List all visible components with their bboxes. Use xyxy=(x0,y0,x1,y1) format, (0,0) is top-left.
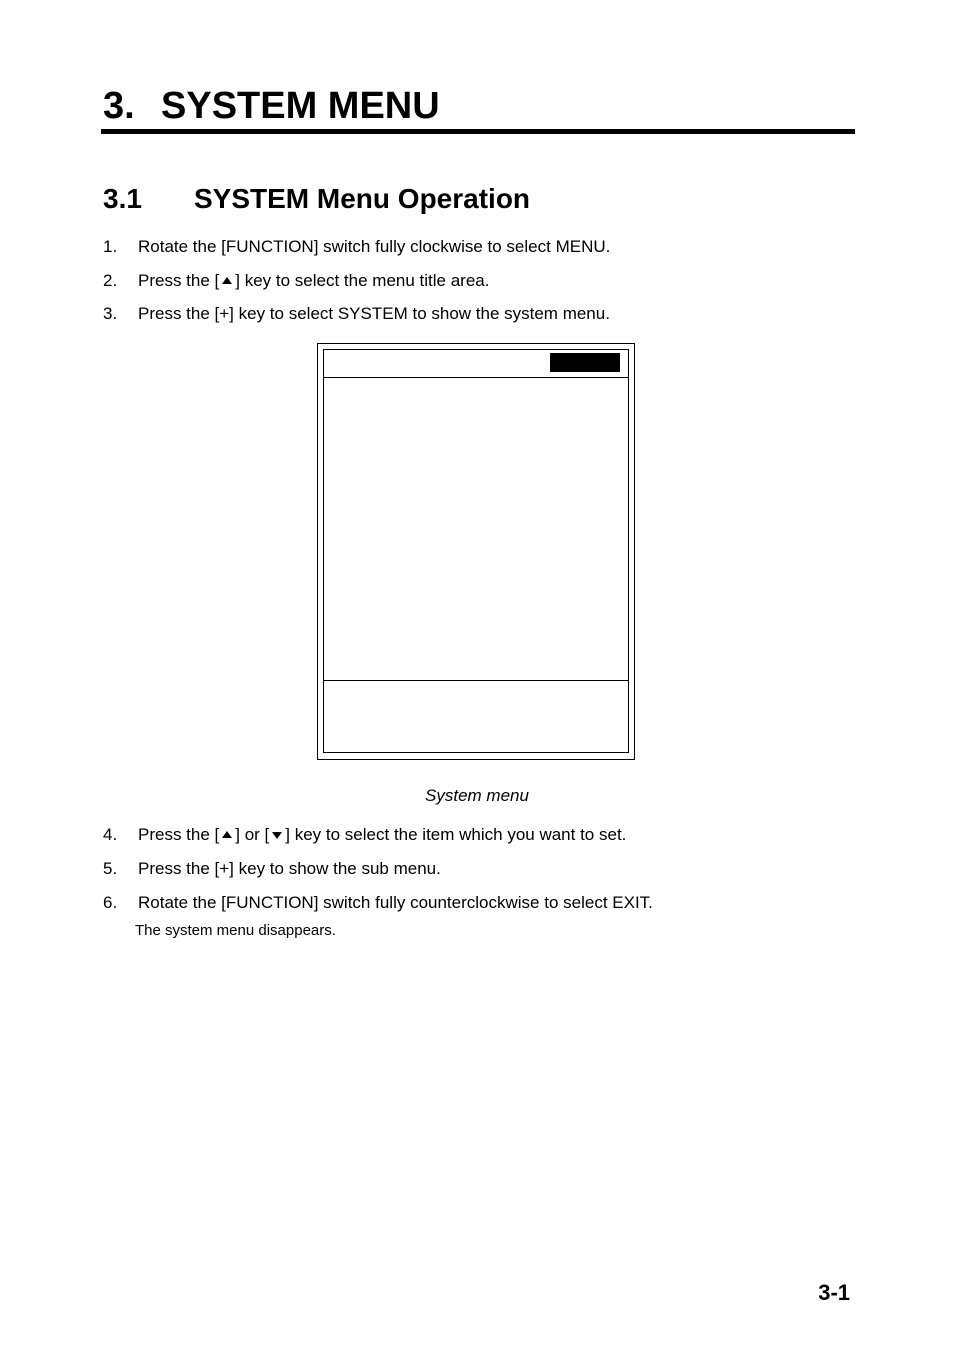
step-text xyxy=(138,270,489,292)
menu-title-area xyxy=(324,350,628,378)
menu-item-area xyxy=(324,378,628,681)
step-number: 1. xyxy=(103,237,118,256)
menu-title-highlight xyxy=(550,353,620,372)
chapter-title xyxy=(103,82,440,130)
system-menu-figure xyxy=(317,343,635,760)
step-text: Press the [+] key to select SYSTEM to show the system menu. xyxy=(138,304,610,323)
system-menu-window xyxy=(323,349,629,753)
step-number: 4. xyxy=(103,825,118,844)
page-number: 3-1 xyxy=(818,1280,850,1305)
step-note: The system menu disappears. xyxy=(135,922,336,939)
chapter-number: 3. xyxy=(103,85,135,127)
step-text-after: ] key to select the menu title area. xyxy=(235,271,490,290)
up-arrow-icon xyxy=(222,831,232,838)
step-number: 3. xyxy=(103,304,118,323)
chapter-title-text: SYSTEM MENU xyxy=(161,85,440,127)
section-number: 3.1 xyxy=(103,183,142,214)
step-text: Rotate the [FUNCTION] switch fully counterclockwise to select EXIT. xyxy=(138,893,653,912)
step-text: Press the [+] key to show the sub menu. xyxy=(138,859,441,878)
figure-caption: System menu xyxy=(425,786,529,805)
section-title xyxy=(103,181,530,217)
step-text-after: ] key to select the item which you want to set. xyxy=(285,825,627,844)
step-text-middle: ] or [ xyxy=(235,825,270,844)
step-number: 5. xyxy=(103,859,118,878)
down-arrow-icon xyxy=(272,832,282,839)
menu-guidance-area xyxy=(324,681,628,752)
step-text-before: Press the [ xyxy=(138,271,220,290)
step-text: Rotate the [FUNCTION] switch fully clockwise to select MENU. xyxy=(138,237,611,256)
step-text-before: Press the [ xyxy=(138,825,220,844)
step-number: 6. xyxy=(103,893,118,912)
step-number: 2. xyxy=(103,271,118,290)
section-title-text: SYSTEM Menu Operation xyxy=(194,183,531,214)
step-text xyxy=(138,824,626,846)
chapter-rule xyxy=(101,129,855,134)
up-arrow-icon xyxy=(222,277,232,284)
